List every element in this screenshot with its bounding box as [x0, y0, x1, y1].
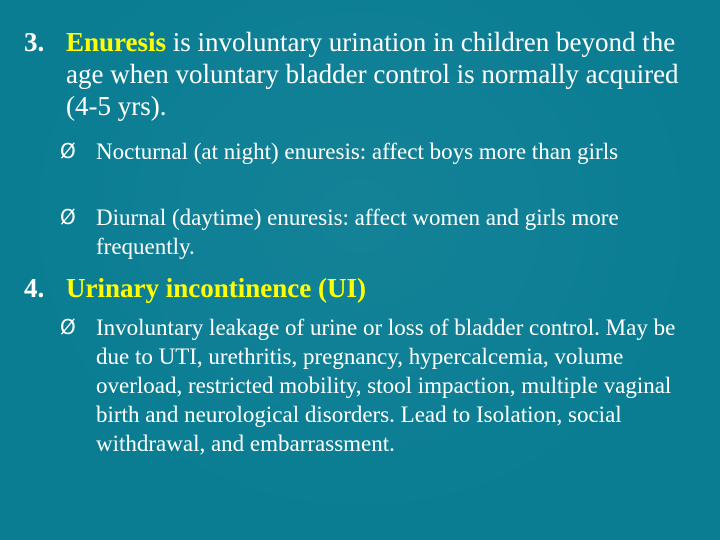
arrow-bullet-icon: Ø — [60, 315, 76, 339]
arrow-bullet-icon: Ø — [60, 139, 76, 163]
item-number: 3. — [24, 27, 45, 57]
item-text — [66, 26, 704, 122]
bullet-text: Nocturnal (at night) enuresis: affect boys more than girls — [96, 139, 619, 164]
term-urinary-incontinence: Urinary incontinence (UI) — [66, 273, 366, 303]
item-number: 4. — [24, 273, 45, 303]
term-enuresis: Enuresis — [66, 27, 167, 57]
bullet-diurnal — [60, 203, 700, 261]
arrow-bullet-icon: Ø — [60, 205, 76, 229]
item-text — [66, 272, 366, 304]
bullet-text: Diurnal (daytime) enuresis: affect women and girls more frequently. — [96, 205, 619, 259]
bullet-text: Involuntary leakage of urine or loss of bladder control. May be due to UTI, urethritis, pregnancy, hypercalcemia, volume overload, restricted mobility, stool impaction, multiple vaginal birth and neurological disorders. Lead to Isolation, social withdrawal, and embarrassment. — [96, 315, 676, 456]
bullet-nocturnal — [60, 137, 700, 166]
numbered-item-enuresis — [24, 26, 704, 122]
numbered-item-urinary-incontinence — [24, 272, 704, 304]
definition-text: is involuntary urination in children beyond the age when voluntary bladder control is normally acquired (4-5 yrs). — [66, 27, 679, 121]
bullet-ui-description — [60, 313, 700, 458]
